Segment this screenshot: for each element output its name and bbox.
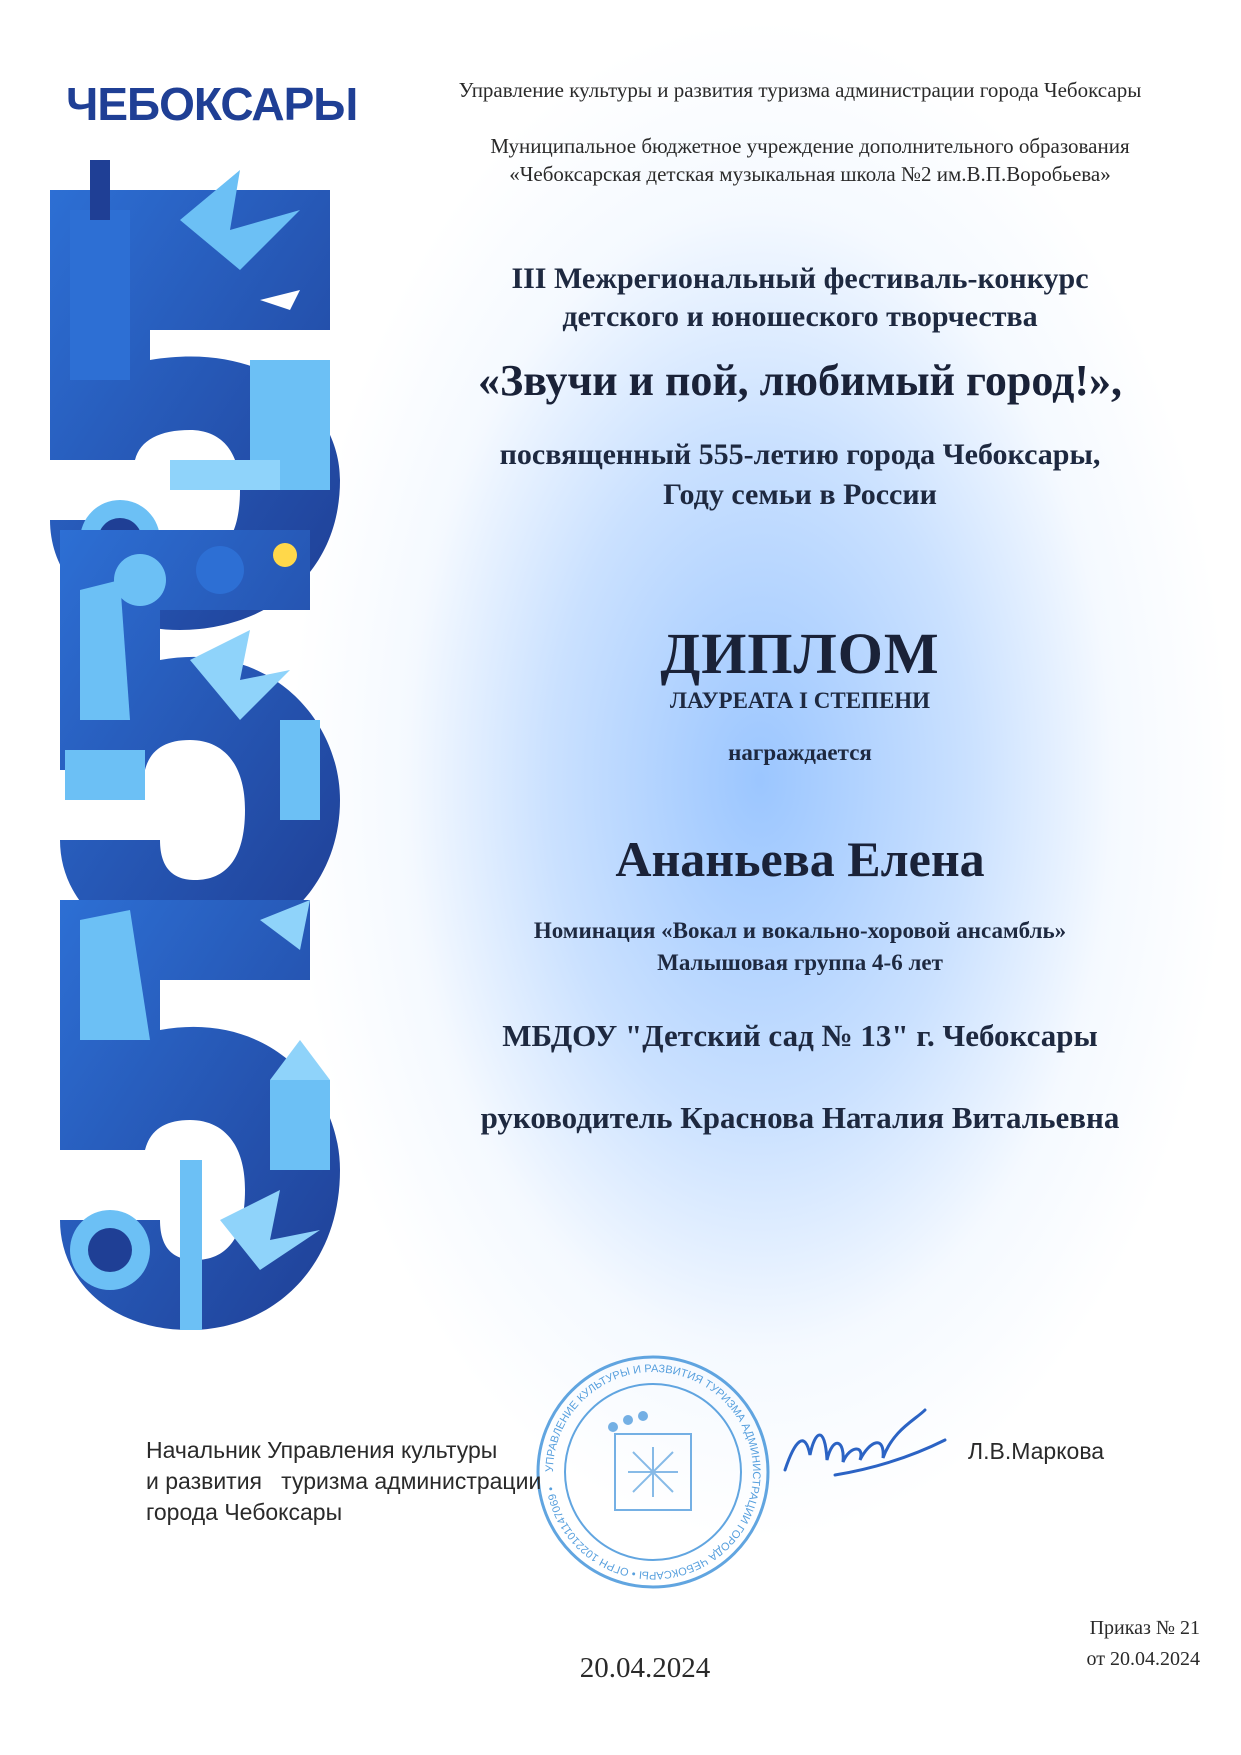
diploma-title: ДИПЛОМ: [660, 621, 940, 686]
festival-heading: [400, 260, 1200, 336]
issue-date: 20.04.2024: [579, 1652, 711, 1684]
age-group-text: Малышовая группа 4-6 лет: [657, 950, 943, 975]
order-date: от 20.04.2024: [1086, 1648, 1200, 1670]
handwritten-signature-icon: [775, 1400, 955, 1490]
dedication-line-2: Году семьи в России: [663, 478, 937, 511]
school-name-line-2: «Чебоксарская детская музыкальная школа №2 им.В.П.Воробьева»: [509, 162, 1111, 186]
recipient-name: Ананьева Елена: [615, 831, 985, 887]
city-logo-wordmark: ЧЕБОКСАРЫ: [66, 78, 358, 130]
festival-title: «Звучи и пой, любимый город!»,: [477, 356, 1123, 405]
school-name: [420, 132, 1200, 188]
institution-name: МБДОУ "Детский сад № 13" г. Чебоксары: [502, 1018, 1098, 1053]
department-name: Управление культуры и развития туризма администрации города Чебоксары: [458, 78, 1142, 102]
signatory-title: [146, 1435, 616, 1528]
dedication-line-1: посвященный 555-летию города Чебоксары,: [499, 438, 1101, 471]
555-anniversary-artwork-icon: [40, 160, 380, 1390]
signatory-title-line-1: Начальник Управления культуры: [146, 1437, 498, 1463]
order-number: Приказ № 21: [1089, 1617, 1200, 1639]
school-name-line-1: Муниципальное бюджетное учреждение дополнительного образования: [490, 134, 1130, 158]
order-reference: [1020, 1613, 1200, 1675]
digit-five-middle: [60, 530, 340, 950]
festival-heading-line-1: III Межрегиональный фестиваль-конкурс: [511, 262, 1089, 295]
signatory-title-line-3: города Чебоксары: [146, 1499, 343, 1525]
awarded-label: награждается: [728, 740, 872, 765]
festival-heading-line-2: детского и юношеского творчества: [562, 300, 1038, 333]
festival-dedication: [400, 435, 1200, 515]
stamp-ring-text: УПРАВЛЕНИЕ КУЛЬТУРЫ И РАЗВИТИЯ ТУРИЗМА АДМИНИСТРАЦИИ ГОРОДА ЧЕБОКСАРЫ • ОГРН 1022101147069 •: [543, 1362, 763, 1582]
digit-five-bottom: [60, 900, 340, 1330]
signatory-name: Л.В.Маркова: [968, 1438, 1105, 1464]
diploma-degree: ЛАУРЕАТА I СТЕПЕНИ: [669, 688, 931, 713]
signatory-title-line-2: и развития туризма администрации: [146, 1468, 542, 1494]
nomination-block: [400, 915, 1200, 979]
nomination-text: Номинация «Вокал и вокально-хоровой ансамбль»: [533, 918, 1067, 943]
leader-name: руководитель Краснова Наталия Витальевна: [480, 1100, 1120, 1135]
